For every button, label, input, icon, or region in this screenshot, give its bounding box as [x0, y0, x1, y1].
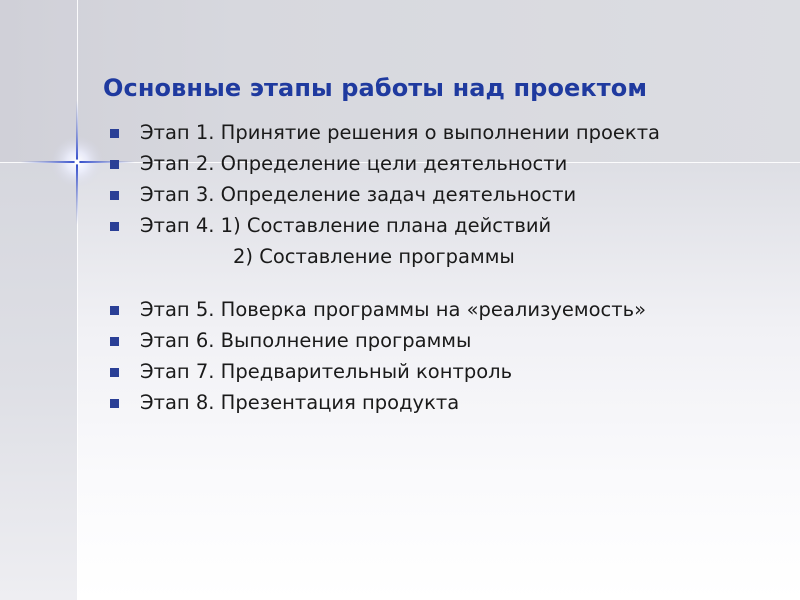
list-item-text: Этап 6. Выполнение программы: [140, 329, 472, 352]
list-item-text: Этап 1. Принятие решения о выполнении проекта: [140, 121, 661, 144]
bullet-square-icon: [110, 191, 119, 200]
stages-list: [110, 121, 700, 422]
bullet-square-icon: [110, 160, 119, 169]
list-item-text: Этап 3. Определение задач деятельности: [140, 183, 577, 206]
bullet-square-icon: [110, 222, 119, 231]
list-item: [110, 152, 700, 175]
list-item: [110, 360, 700, 383]
list-item: [110, 183, 700, 206]
list-item: [110, 214, 700, 237]
list-item-text: Этап 8. Презентация продукта: [140, 391, 460, 414]
slide-title: Основные этапы работы над проектом: [103, 74, 648, 102]
list-spacer: [110, 276, 700, 298]
list-subitem: [110, 245, 700, 268]
list-subitem-text: 2) Составление программы: [233, 245, 515, 268]
list-item-text: Этап 7. Предварительный контроль: [140, 360, 513, 383]
bullet-square-icon: [110, 399, 119, 408]
list-item-text: Этап 5. Поверка программы на «реализуемость»: [140, 298, 647, 321]
list-item: [110, 121, 700, 144]
bullet-square-icon: [110, 129, 119, 138]
list-item: [110, 391, 700, 414]
list-item-text: Этап 2. Определение цели деятельности: [140, 152, 568, 175]
bullet-square-icon: [110, 368, 119, 377]
list-item: [110, 329, 700, 352]
list-item-text: Этап 4. 1) Составление плана действий: [140, 214, 552, 237]
list-item: [110, 298, 700, 321]
bullet-square-icon: [110, 337, 119, 346]
bullet-square-icon: [110, 306, 119, 315]
